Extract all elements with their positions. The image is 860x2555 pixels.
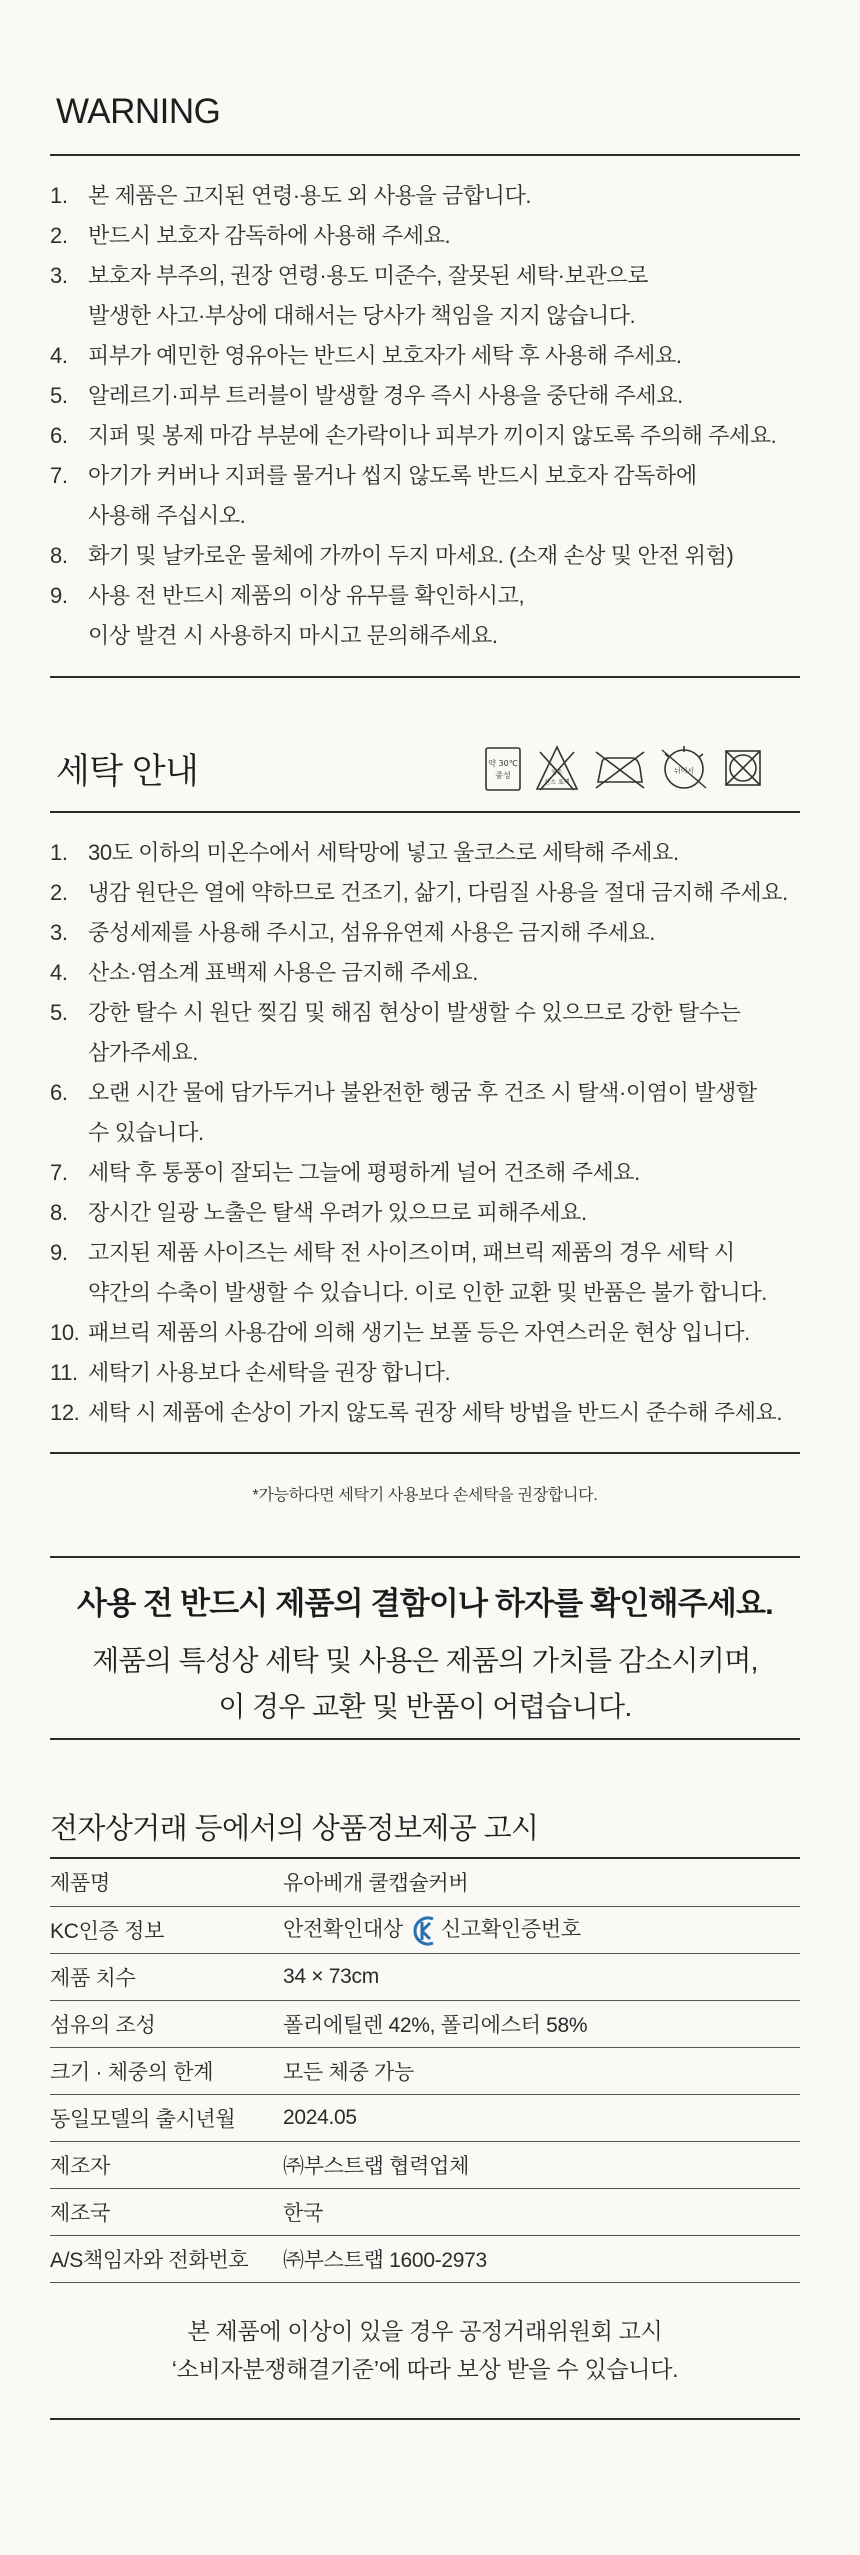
svg-text:염소: 염소 (551, 769, 563, 776)
table-row: 섬유의 조성 폴리에틸렌 42%, 폴리에스터 58% (50, 2000, 800, 2047)
svg-text:뉘어서: 뉘어서 (673, 767, 695, 775)
shade-drying-icon (658, 744, 710, 794)
warning-section (50, 92, 800, 132)
list-item: 1. 30도 이하의 미온수에서 세탁망에 넣고 울코스로 세탁해 주세요. (50, 840, 679, 865)
info-title: 전자상거래 등에서의 상품정보제공 고시 (50, 1813, 539, 1845)
warning-top-divider (50, 154, 800, 156)
info-bottom-divider (50, 2418, 800, 2420)
list-item: 10. 패브릭 제품의 사용감에 의해 생기는 보풀 등은 자연스러운 현상 입니다. (50, 1320, 750, 1345)
list-item: 4. 산소·염소계 표백제 사용은 금지해 주세요. (50, 960, 478, 985)
table-row: 제조자 ㈜부스트랩 협력업체 (50, 2141, 800, 2188)
table-row: KC인증 정보 안전확인대상 신고확인증번호 (50, 1906, 800, 1953)
warning-list-container (50, 176, 800, 656)
washing-bottom-divider (50, 1452, 800, 1454)
check-top-divider (50, 1556, 800, 1558)
list-item: 1. 본 제품은 고지된 연령·용도 외 사용을 금합니다. (50, 183, 532, 208)
list-item: 8. 화기 및 날카로운 물체에 가까이 두지 마세요. (소재 손상 및 안전 위험) (50, 543, 734, 568)
kc-target-label: 안전확인대상 (283, 1918, 403, 1942)
list-item: 9. 사용 전 반드시 제품의 이상 유무를 확인하시고, 이상 발견 시 사용하지 마시고 문의해주세요. (50, 583, 525, 648)
warning-list (50, 176, 800, 656)
list-item: 12. 세탁 시 제품에 손상이 가지 않도록 권장 세탁 방법을 반드시 준수해 주세요. (50, 1400, 783, 1425)
warning-bottom-divider (50, 676, 800, 678)
table-row: 동일모델의 출시년월 2024.05 (50, 2094, 800, 2141)
no-chlorine-bleach-icon (534, 744, 580, 794)
check-body: 제품의 특성상 세탁 및 사용은 제품의 가치를 감소시키며, 이 경우 교환 및 반품이 어렵습니다. (92, 1645, 758, 1722)
list-item: 8. 장시간 일광 노출은 탈색 우려가 있으므로 피해주세요. (50, 1200, 587, 1225)
list-item: 2. 냉감 원단은 열에 약하므로 건조기, 삶기, 다림질 사용을 절대 금지해 주세요. (50, 880, 788, 905)
washing-title: 세탁 안내 (56, 752, 199, 791)
washing-list-container (50, 833, 800, 1433)
list-item: 6. 오랜 시간 물에 담가두거나 불완전한 헹굼 후 건조 시 탈색·이염이 발생할 수 있습니다. (50, 1080, 757, 1145)
table-row: 제품 치수 34 × 73cm (50, 1953, 800, 2000)
kc-cert-number-label: 신고확인증번호 (440, 1918, 581, 1942)
list-item: 5. 알레르기·피부 트러블이 발생할 경우 즉시 사용을 중단해 주세요. (50, 383, 683, 408)
info-table-container (50, 1859, 800, 2283)
table-row: 제조국 한국 (50, 2188, 800, 2235)
svg-text:약 30℃: 약 30℃ (488, 759, 518, 768)
washing-header (50, 744, 800, 800)
info-closing-text: 본 제품에 이상이 있을 경우 공정거래위원회 고시 ‘소비자분쟁해결기준’에 따라 보상 받을 수 있습니다. (171, 2318, 679, 2382)
washing-note: *가능하다면 세탁기 사용보다 손세탁을 권장합니다. (252, 1487, 598, 1504)
list-item: 6. 지퍼 및 봉제 마감 부분에 손가락이나 피부가 끼이지 않도록 주의해 주세요. (50, 423, 777, 448)
list-item: 5. 강한 탈수 시 원단 찢김 및 해짐 현상이 발생할 수 있으므로 강한 탈수는 삼가주세요. (50, 1000, 741, 1065)
kc-mark-icon (413, 1916, 435, 1946)
info-table (50, 1859, 800, 2283)
check-headline: 사용 전 반드시 제품의 결함이나 하자를 확인해주세요. (77, 1586, 773, 1621)
list-item: 11. 세탁기 사용보다 손세탁을 권장 합니다. (50, 1360, 451, 1385)
warning-title: WARNING (56, 92, 221, 131)
list-item: 3. 중성세제를 사용해 주시고, 섬유유연제 사용은 금지해 주세요. (50, 920, 656, 945)
no-ironing-icon (592, 744, 646, 794)
table-row: A/S책임자와 전화번호 ㈜부스트랩 1600-2973 (50, 2235, 800, 2282)
list-item: 3. 보호자 부주의, 권장 연령·용도 미준수, 잘못된 세탁·보관으로 발생한 사고·부상에 대해서는 당사가 책임을 지지 않습니다. (50, 263, 649, 328)
washing-top-divider (50, 811, 800, 813)
table-row: 제품명 유아베개 쿨캡슐커버 (50, 1859, 800, 1906)
list-item: 9. 고지된 제품 사이즈는 세탁 전 사이즈이며, 패브릭 제품의 경우 세탁 시 약간의 수축이 발생할 수 있습니다. 이로 인한 교환 및 반품은 불가 합니다. (50, 1240, 767, 1305)
hand-wash-30-icon (484, 744, 522, 794)
no-tumble-dry-icon (722, 744, 764, 794)
list-item: 4. 피부가 예민한 영유아는 반드시 보호자가 세탁 후 사용해 주세요. (50, 343, 682, 368)
list-item: 2. 반드시 보호자 감독하에 사용해 주세요. (50, 223, 451, 248)
list-item: 7. 세탁 후 통풍이 잘되는 그늘에 평평하게 널어 건조해 주세요. (50, 1160, 640, 1185)
svg-text:중성: 중성 (495, 771, 511, 780)
washing-list (50, 833, 800, 1433)
svg-text:산소 표백: 산소 표백 (544, 779, 570, 786)
check-bottom-divider (50, 1738, 800, 1740)
care-icons (484, 744, 764, 794)
table-row: 크기 · 체중의 한계 모든 체중 가능 (50, 2047, 800, 2094)
list-item: 7. 아기가 커버나 지퍼를 물거나 씹지 않도록 반드시 보호자 감독하에 사용해 주십시오. (50, 463, 697, 528)
